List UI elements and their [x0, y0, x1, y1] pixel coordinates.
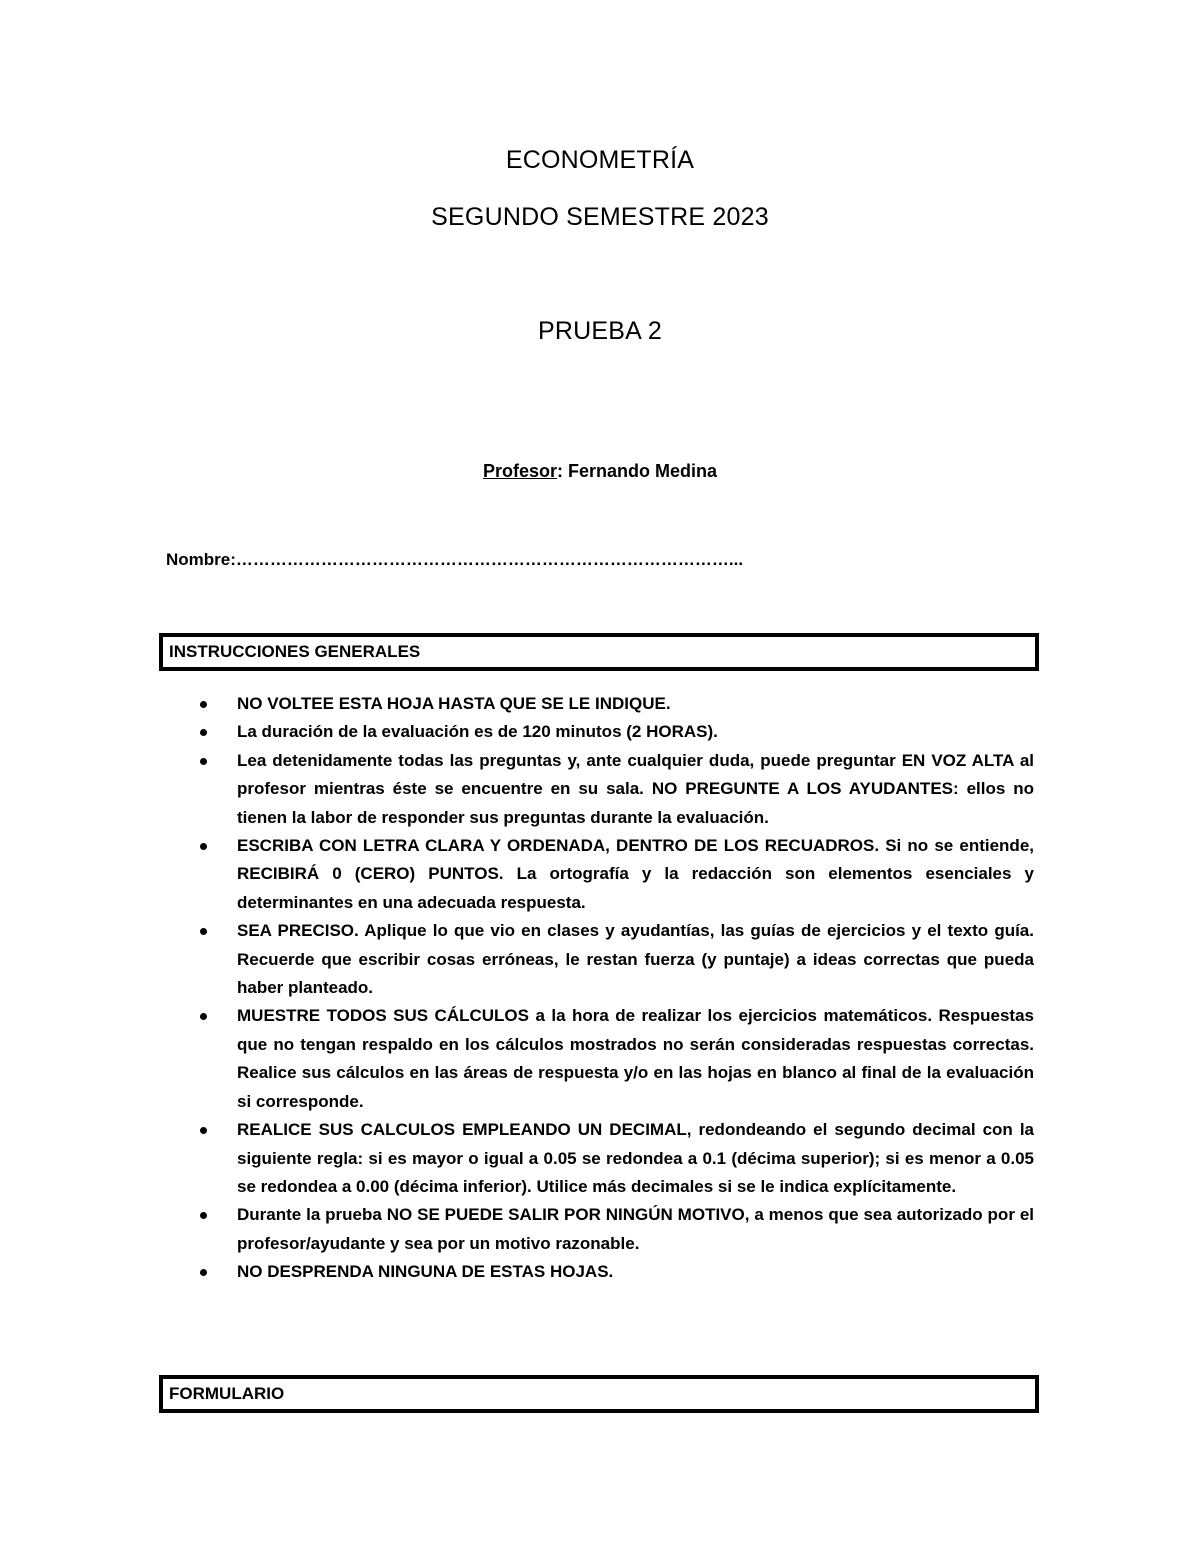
bullet-icon — [200, 758, 207, 765]
list-item — [194, 747, 1034, 832]
instruction-text: MUESTRE TODOS SUS CÁLCULOS a la hora de realizar los ejercicios matemáticos. Respuestas que no tengan respaldo en los cálculos mostrados no serán consideradas respuestas correctas. Realice sus cálculos en las áreas de respuesta y/o en las hojas en blanco al final de la evaluación si corresponde. — [237, 1006, 1034, 1111]
list-item — [194, 832, 1034, 917]
teacher-name: Fernando Medina — [563, 461, 718, 481]
instruction-text: ESCRIBA CON LETRA CLARA Y ORDENADA, DENTRO DE LOS RECUADROS. Si no se entiende, RECIBIRÁ 0 (CERO) PUNTOS. La ortografía y la redacción son elementos esenciales y determinantes en una adecuada respuesta. — [237, 836, 1034, 912]
test-title: PRUEBA 2 — [538, 317, 662, 345]
bullet-icon — [200, 1269, 207, 1276]
bullet-icon — [200, 729, 207, 736]
instruction-text: Lea detenidamente todas las preguntas y, ante cualquier duda, puede preguntar EN VOZ ALTA al profesor mientras éste se encuentre en su sala. NO PREGUNTE A LOS AYUDANTES: ellos no tienen la labor de responder sus preguntas durante la evaluación. — [237, 750, 1034, 827]
instructions-list — [194, 690, 1034, 1287]
course-title: ECONOMETRÍA — [505, 146, 695, 174]
instruction-text: Durante la prueba NO SE PUEDE SALIR POR NINGÚN MOTIVO, a menos que sea autorizado por el profesor/ayudante y sea por un motivo razonable. — [237, 1205, 1034, 1253]
list-item — [194, 1201, 1034, 1258]
formulary-section-header: FORMULARIO — [159, 1375, 1039, 1413]
instruction-text: NO VOLTEE ESTA HOJA HASTA QUE SE LE INDIQUE. — [237, 694, 671, 713]
teacher-line — [0, 461, 1200, 482]
list-item — [194, 917, 1034, 1002]
instruction-text: La duración de la evaluación es de 120 minutos (2 HORAS). — [237, 722, 718, 742]
semester-title: SEGUNDO SEMESTRE 2023 — [431, 203, 769, 231]
instruction-text: NO DESPRENDA NINGUNA DE ESTAS HOJAS. — [237, 1262, 614, 1282]
student-name-line: Nombre:……………………………………………………………………………... — [166, 550, 744, 569]
instruction-text: SEA PRECISO. Aplique lo que vio en clases y ayudantías, las guías de ejercicios y el texto guía. Recuerde que escribir cosas erróneas, le restan fuerza (y puntaje) a ideas correctas que pueda haber planteado. — [237, 921, 1034, 998]
list-item — [194, 718, 1034, 746]
list-item — [194, 690, 1034, 718]
list-item — [194, 1116, 1034, 1201]
bullet-icon — [200, 1212, 207, 1219]
bullet-icon — [200, 928, 207, 935]
instructions-section-header: INSTRUCCIONES GENERALES — [159, 633, 1039, 671]
bullet-icon — [200, 843, 207, 850]
bullet-icon — [200, 701, 207, 708]
bullet-icon — [200, 1127, 207, 1134]
list-item — [194, 1258, 1034, 1286]
teacher-label: Profesor — [482, 461, 557, 481]
list-item — [194, 1002, 1034, 1116]
teacher-separator: : — [557, 461, 563, 481]
instruction-text: REALICE SUS CALCULOS EMPLEANDO UN DECIMAL, redondeando el segundo decimal con la siguiente regla: si es mayor o igual a 0.05 se redondea a 0.1 (décima superior); si es menor a 0.05 se redondea a 0.00 (décima inferior). Utilice más decimales si se le indica explícitamente. — [237, 1120, 1034, 1196]
bullet-icon — [200, 1013, 207, 1020]
